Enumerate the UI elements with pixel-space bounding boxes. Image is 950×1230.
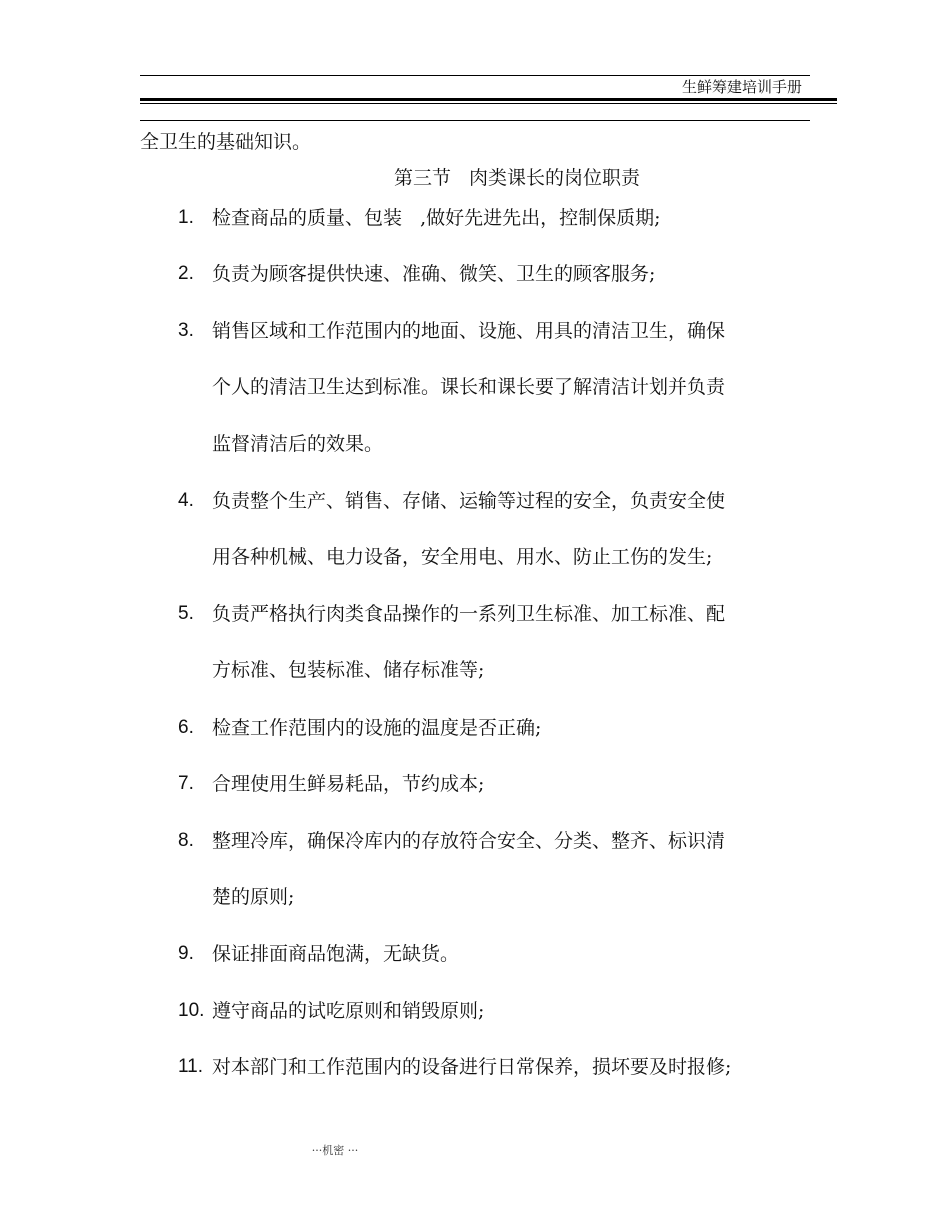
list-item-text: 检查商品的质量、包装 ,做好先进先出，控制保质期; xyxy=(212,207,661,229)
list-item-text: 检查工作范围内的设施的温度是否正确; xyxy=(212,717,542,739)
list-item-text: 遵守商品的试吃原则和销毁原则; xyxy=(212,1000,485,1022)
list-item-text: 销售区域和工作范围内的地面、设施、用具的清洁卫生，确保 xyxy=(212,320,726,342)
section-title: 第三节 肉类课长的岗位职责 xyxy=(393,167,641,189)
list-item-text: 方标准、包装标准、储存标准等; xyxy=(212,659,485,681)
list-item-number: 2. xyxy=(178,263,194,284)
list-item-number: 7. xyxy=(178,773,194,794)
list-item-text: 用各种机械、电力设备，安全用电、用水、防止工伤的发生; xyxy=(212,546,713,568)
list-item-text: 负责整个生产、销售、存储、运输等过程的安全，负责安全使 xyxy=(212,490,726,512)
list-item-number: 5. xyxy=(178,603,194,624)
header-top-rule xyxy=(140,75,810,76)
list-item-text: 负责为顾客提供快速、准确、微笑、卫生的顾客服务; xyxy=(212,263,656,285)
list-item-text: 保证排面商品饱满，无缺货。 xyxy=(212,943,460,965)
list-item-text: 整理冷库，确保冷库内的存放符合安全、分类、整齐、标识清 xyxy=(212,830,726,852)
list-item-text: 楚的原则; xyxy=(212,886,295,908)
header-thick-rule xyxy=(140,98,837,101)
list-item-number: 6. xyxy=(178,717,194,738)
list-item-number: 1. xyxy=(178,207,194,228)
list-item-number: 8. xyxy=(178,830,194,851)
list-item-number: 9. xyxy=(178,943,194,964)
header-bottom-rule xyxy=(140,120,810,121)
list-item-text: 负责严格执行肉类食品操作的一系列卫生标准、加工标准、配 xyxy=(212,603,726,625)
header-thin-rule xyxy=(140,103,837,104)
list-item-number: 10. xyxy=(178,1000,205,1021)
list-item-text: 监督清洁后的效果。 xyxy=(212,433,384,455)
continuation-text: 全卫生的基础知识。 xyxy=(140,131,312,153)
list-item-text: 合理使用生鲜易耗品，节约成本; xyxy=(212,773,485,795)
list-item-text: 对本部门和工作范围内的设备进行日常保养，损坏要及时报修; xyxy=(212,1056,732,1078)
header-title: 生鲜筹建培训手册 xyxy=(681,78,802,96)
list-item-number: 3. xyxy=(178,320,194,341)
list-item-text: 个人的清洁卫生达到标准。课长和课长要了解清洁计划并负责 xyxy=(212,376,726,398)
list-item-number: 11. xyxy=(178,1056,204,1077)
list-item-number: 4. xyxy=(178,490,194,511)
footer-confidential: ···机密 ··· xyxy=(311,1144,359,1157)
